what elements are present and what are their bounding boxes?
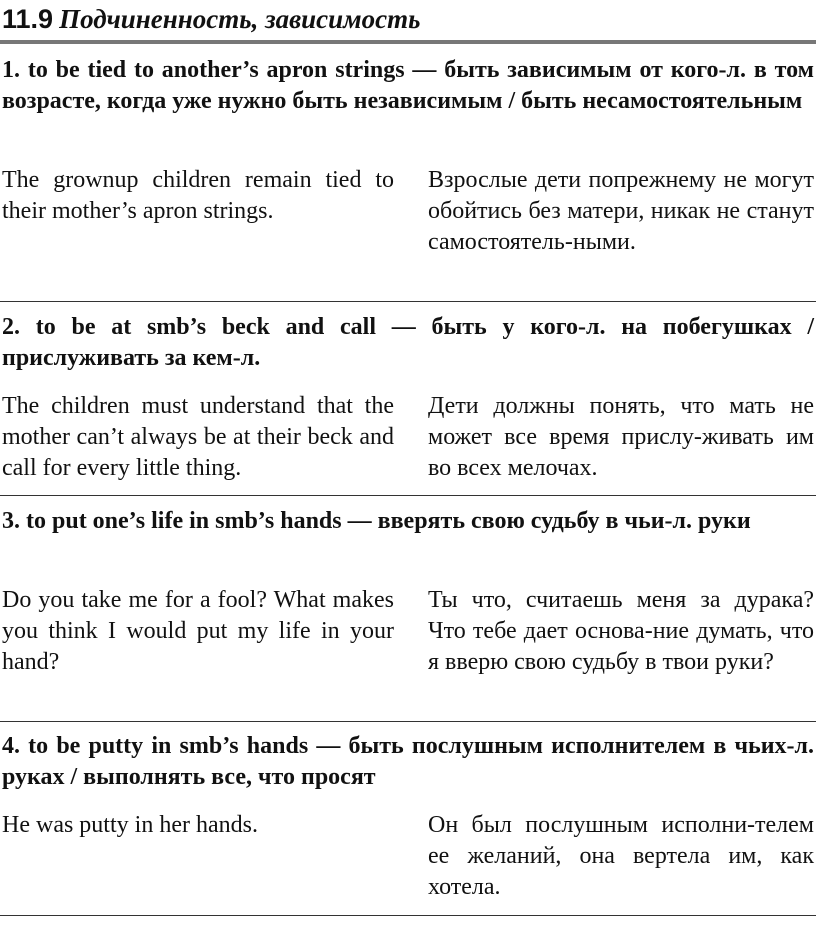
section-number: 11.9	[2, 4, 54, 34]
entry-divider-1	[0, 301, 816, 302]
example-ru-1: Взрослые дети попрежнему не могут обойтись без матери, никак не станут самостоятель-ными.	[428, 167, 814, 255]
section-title: Подчиненность, зависимость	[59, 4, 421, 34]
example-ru-3: Ты что, считаешь меня за дурака? Что тебе дает основа-ние думать, что я вверю свою судьбу в твои руки?	[428, 587, 814, 675]
example-en-4: He was putty in her hands.	[2, 812, 258, 838]
heading-rule	[0, 40, 816, 44]
section-heading	[2, 0, 814, 38]
example-ru-4: Он был послушным исполни-телем ее желаний, она вертела им, как хотела.	[428, 812, 814, 900]
entry-divider-2	[0, 495, 816, 496]
idiom-3: 3. to put one’s life in smb’s hands — вверять свою судьбу в чьи-л. руки	[2, 508, 751, 534]
example-ru-2: Дети должны понять, что мать не может все время прислу-живать им во всех мелочах.	[428, 393, 814, 481]
example-en-1: The grownup children remain tied to their mother’s apron strings.	[2, 167, 394, 224]
idiom-4: 4. to be putty in smb’s hands — быть послушным исполнителем в чьих-л. руках / выполнять все, что просят	[2, 733, 814, 790]
entry-divider-3	[0, 721, 816, 722]
idiom-2: 2. to be at smb’s beck and call — быть у кого-л. на побегушках / прислуживать за кем-л.	[2, 314, 814, 371]
entry-divider-4	[0, 915, 816, 916]
idiom-1: 1. to be tied to another’s apron strings — быть зависимым от кого-л. в том возрасте, когда уже нужно быть независимым / быть несамостоятельным	[2, 57, 814, 114]
example-en-2: The children must understand that the mother can’t always be at their beck and call for every little thing.	[2, 393, 394, 481]
example-en-3: Do you take me for a fool? What makes you think I would put my life in your hand?	[2, 587, 394, 675]
